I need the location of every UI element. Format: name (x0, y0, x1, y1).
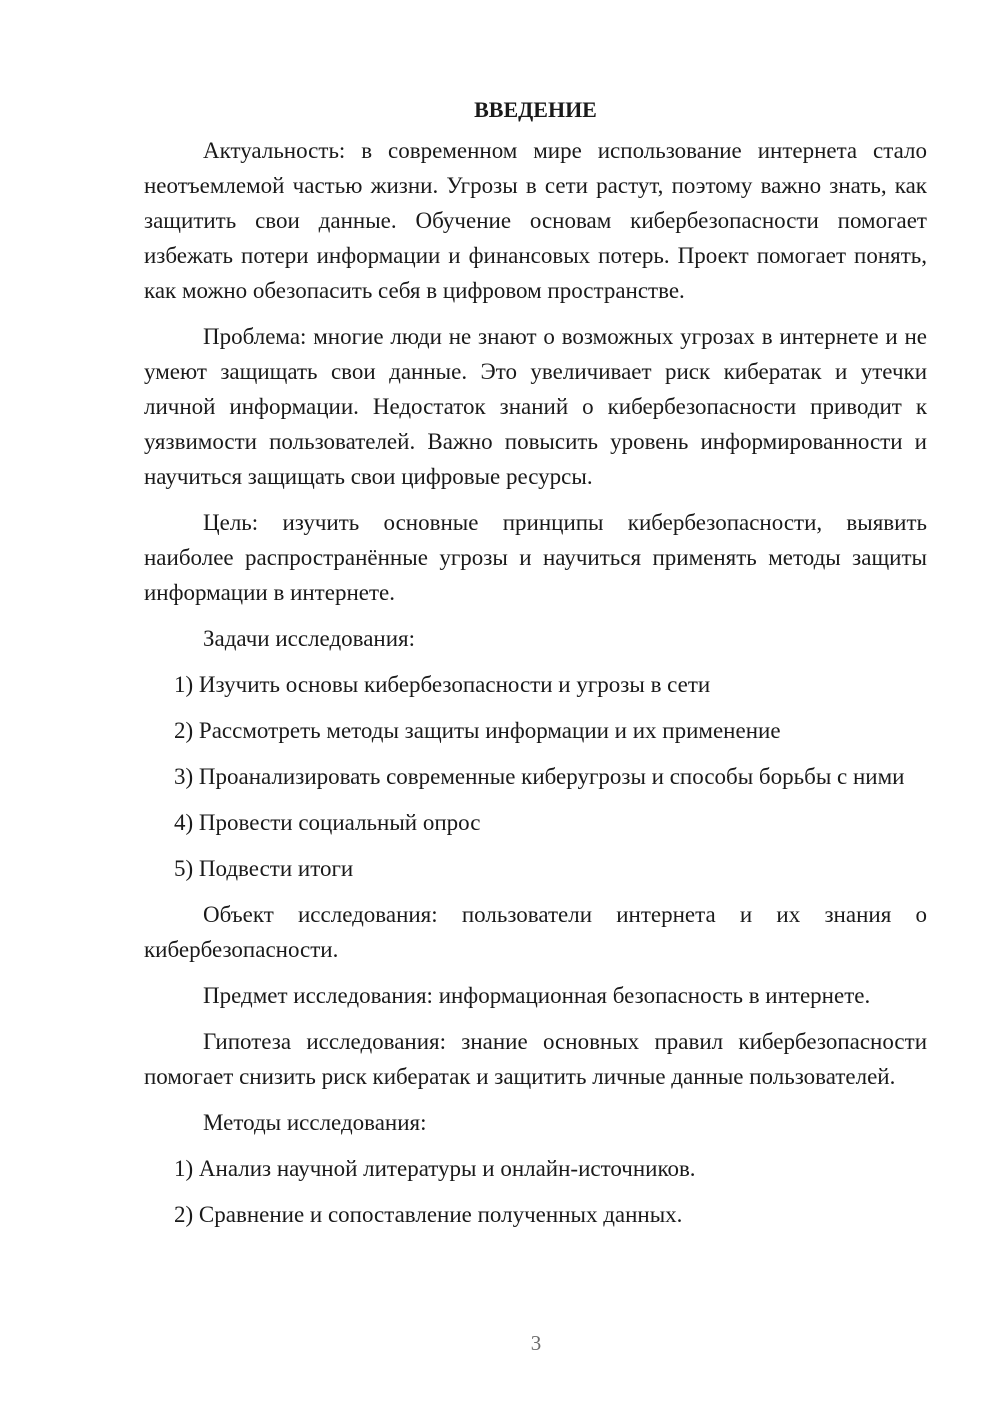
task-item: 4) Провести социальный опрос (174, 810, 481, 835)
task-item: 3) Проанализировать современные киберугрозы и способы борьбы с ними (174, 764, 905, 789)
methods-heading: Методы исследования: (203, 1110, 427, 1135)
page-number: 3 (530, 1331, 542, 1355)
subject-paragraph: Предмет исследования: информационная безопасность в интернете. (203, 983, 871, 1008)
hypothesis-paragraph: Гипотеза исследования: знание основных правил кибербезопасности помогает снизить риск кибератак и защитить личные данные пользователей. (144, 1029, 927, 1089)
task-item: 2) Рассмотреть методы защиты информации и их применение (174, 718, 781, 743)
task-item: 5) Подвести итоги (174, 856, 354, 881)
method-item: 2) Сравнение и сопоставление полученных данных. (174, 1202, 683, 1227)
goal-paragraph: Цель: изучить основные принципы кибербезопасности, выявить наиболее распространённые угрозы и научиться применять методы защиты информации в интернете. (144, 510, 927, 605)
relevance-paragraph: Актуальность: в современном мире использование интернета стало неотъемлемой частью жизни. Угрозы в сети растут, поэтому важно знать, как защитить свои данные. Обучение основам кибербезопасности помогает избежать потери информации и финансовых потерь. Проект помогает понять, как можно обезопасить себя в цифровом пространстве. (144, 138, 927, 303)
problem-paragraph: Проблема: многие люди не знают о возможных угрозах в интернете и не умеют защищать свои данные. Это увеличивает риск кибератак и утечки личной информации. Недостаток знаний о кибербезопасности приводит к уязвимости пользователей. Важно повысить уровень информированности и научиться защищать свои цифровые ресурсы. (144, 324, 927, 489)
object-paragraph: Объект исследования: пользователи интернета и их знания о кибербезопасности. (144, 902, 927, 962)
page-content (144, 92, 927, 1243)
method-item: 1) Анализ научной литературы и онлайн-источников. (174, 1156, 696, 1181)
section-title: ВВЕДЕНИЕ (474, 97, 597, 122)
tasks-heading: Задачи исследования: (203, 626, 416, 651)
task-item: 1) Изучить основы кибербезопасности и угрозы в сети (174, 672, 711, 697)
